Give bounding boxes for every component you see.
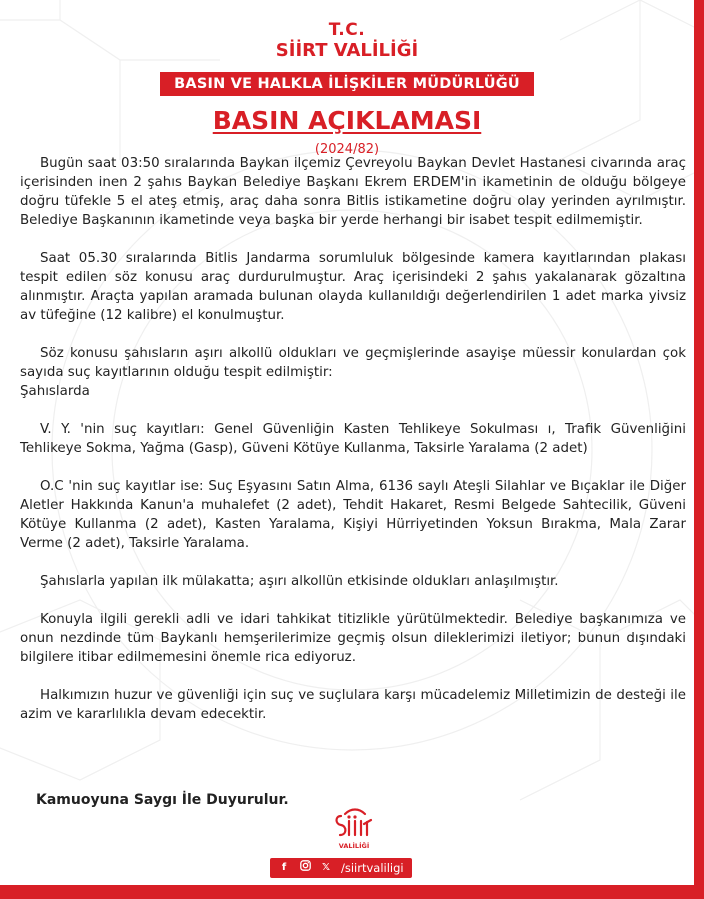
social-bar: [270, 858, 412, 878]
document-header: [0, 20, 694, 158]
paragraph-7: Konuyla ilgili gerekli adli ve idari tahkikat titizlikle yürütülmektedir. Belediye başkanımıza ve onun nezdinde tüm Baykanlı hemşerilerimize geçmiş olsun dileklerimizi iletiyor; bunun dışındaki bilgilere itibar edilmemesini önemle rica ediyoruz.: [20, 612, 686, 665]
document-number: (2024/82): [314, 142, 380, 157]
tc-label: T.C.: [328, 20, 366, 40]
social-handle[interactable]: /siirtvaliligi: [341, 861, 404, 875]
instagram-icon[interactable]: [299, 858, 311, 878]
paragraph-1: Bugün saat 03:50 sıralarında Baykan ilçemiz Çevreyolu Baykan Devlet Hastanesi civarında araç içerisinden inen 2 şahıs Baykan Belediye Başkanı Ekrem ERDEM'in ikametinin de olduğu bölgeye doğru tüfekle 5 el ateş etmiş, araç daha sonra Bitlis istikametine doğru olay yerinden ayrılmıştır. Belediye Başkanının ikametinde veya başka bir yerde herhangi bir isabet tespit edilmemiştir.: [20, 156, 686, 228]
department-banner: BASIN VE HALKLA İLİŞKİLER MÜDÜRLÜĞÜ: [160, 72, 534, 96]
logo-subtext: VALİLİĞİ: [338, 842, 370, 850]
right-accent-border: [694, 0, 704, 899]
paragraph-3b: Şahıslarda: [20, 384, 90, 399]
paragraph-8: Halkımızın huzur ve güvenliği için suç ve suçlulara karşı mücadelemiz Milletimizin de desteği ile azim ve kararlılıkla devam edecektir.: [20, 688, 686, 722]
valilik-title: SİİRT VALİLİĞİ: [275, 40, 419, 61]
document-title: BASIN AÇIKLAMASI: [212, 106, 482, 135]
paragraph-2: Saat 05.30 sıralarında Bitlis Jandarma sorumluluk bölgesinde kamera kayıtlarından plakası tespit edilen söz konusu araç durdurulmuştur. Araç içerisindeki 2 şahıs yakalanarak gözaltına alınmıştır. Araçta yapılan aramada bulunan olayda kullanıldığı değerlendirilen 1 adet marka yivsiz av tüfeğine (12 kalibre) el konulmuştur.: [20, 251, 686, 323]
paragraph-5: O.C 'nin suç kayıtlar ise: Suç Eşyasını Satın Alma, 6136 saylı Ateşli Silahlar ve Bıçaklar ile Diğer Aletler Hakkında Kanun'a muhalefet (2 adet), Tehdit Hakaret, Resmi Belgede Sahtecilik, Güveni Kötüye Kullanma (2 adet), Kasten Yaralama, Kişiyi Hürriyetinden Yoksun Bırakma, Mala Zarar Verme (2 adet), Taksirle Yaralama.: [20, 479, 686, 551]
facebook-icon[interactable]: f: [281, 862, 287, 873]
bottom-accent-border: [0, 885, 704, 899]
x-icon[interactable]: 𝕏: [321, 862, 331, 873]
paragraph-3: Söz konusu şahısların aşırı alkollü oldukları ve geçmişlerinde asayişe müessir konulardan çok sayıda suç kayıtlarının olduğu tespit edilmiştir:: [20, 346, 686, 380]
closing-statement: Kamuoyuna Saygı İle Duyurulur.: [36, 792, 289, 808]
press-release-body: [20, 154, 686, 724]
siirt-valiligi-logo: [327, 808, 381, 854]
paragraph-6: Şahıslarla yapılan ilk mülakatta; aşırı alkollün etkisinde oldukları anlaşılmıştır.: [40, 574, 559, 589]
paragraph-4: V. Y. 'nin suç kayıtları: Genel Güvenliğin Kasten Tehlikeye Sokulması ı, Trafik Güvenliğini Tehlikeye Sokma, Yağma (Gasp), Güveni Kötüye Kullanma, Taksirle Yaralama (2 adet): [20, 422, 686, 456]
